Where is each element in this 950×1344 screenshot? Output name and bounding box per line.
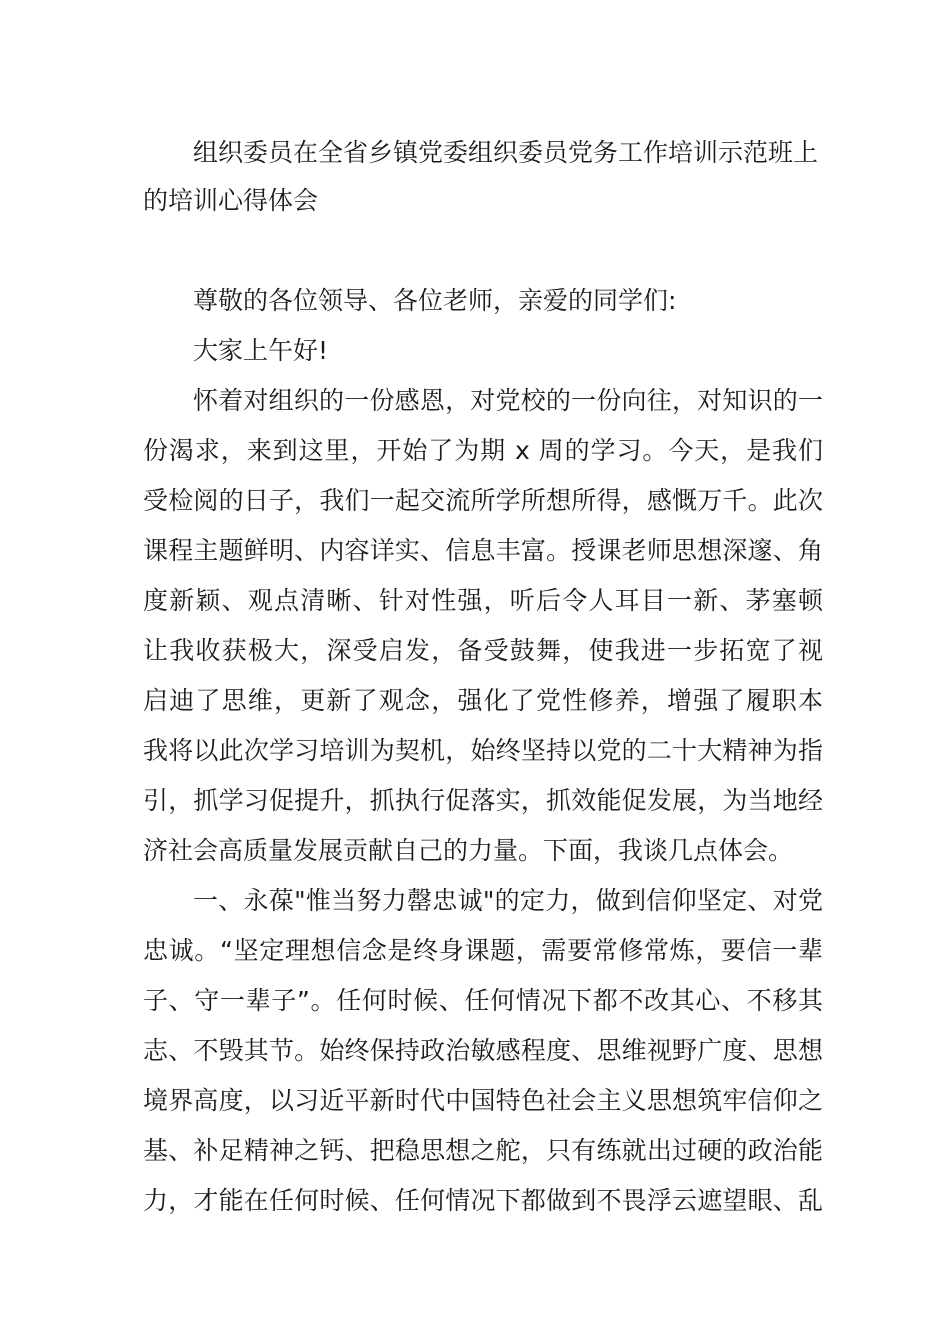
body-line: 课程主题鲜明、内容详实、信息丰富。授课老师思想深邃、角 xyxy=(143,536,823,565)
body-line: 引，抓学习促提升，抓执行促落实，抓效能促发展，为当地经 xyxy=(143,786,823,815)
body-line: 境界高度，以习近平新时代中国特色社会主义思想筑牢信仰之 xyxy=(143,1086,823,1115)
body-line: 子、守一辈子”。任何时候、任何情况下都不改其心、不移其 xyxy=(143,986,823,1015)
document-title-line-1: 组织委员在全省乡镇党委组织委员党务工作培训示范班上 xyxy=(193,138,819,167)
body-line: 受检阅的日子，我们一起交流所学所想所得，感慨万千。此次 xyxy=(143,486,823,515)
body-line: 力，才能在任何时候、任何情况下都做到不畏浮云遮望眼、乱 xyxy=(143,1186,823,1215)
section-heading-line: 一、永葆"惟当努力罄忠诚"的定力，做到信仰坚定、对党 xyxy=(193,886,823,915)
body-line: 济社会高质量发展贡献自己的力量。下面，我谈几点体会。 xyxy=(143,836,794,865)
body-line: 让我收获极大，深受启发，备受鼓舞，使我进一步拓宽了视 xyxy=(143,636,823,665)
body-line: 忠诚。“坚定理想信念是终身课题，需要常修常炼，要信一辈 xyxy=(143,936,823,965)
body-line: 我将以此次学习培训为契机，始终坚持以党的二十大精神为指 xyxy=(143,736,823,765)
salutation-line: 尊敬的各位领导、各位老师，亲爱的同学们: xyxy=(193,286,677,315)
body-line: 份渴求，来到这里，开始了为期 x 周的学习。今天，是我们 xyxy=(143,436,823,465)
document-title-line-2: 的培训心得体会 xyxy=(143,186,319,215)
body-line: 度新颖、观点清晰、针对性强，听后令人耳目一新、茅塞顿 xyxy=(143,586,823,615)
body-line: 志、不毁其节。始终保持政治敏感程度、思维视野广度、思想 xyxy=(143,1036,823,1065)
body-line: 基、补足精神之钙、把稳思想之舵，只有练就出过硬的政治能 xyxy=(143,1136,823,1165)
body-line: 启迪了思维，更新了观念，强化了党性修养，增强了履职本 xyxy=(143,686,823,715)
body-line: 怀着对组织的一份感恩，对党校的一份向往，对知识的一 xyxy=(193,386,823,415)
greeting-line: 大家上午好! xyxy=(193,336,329,365)
